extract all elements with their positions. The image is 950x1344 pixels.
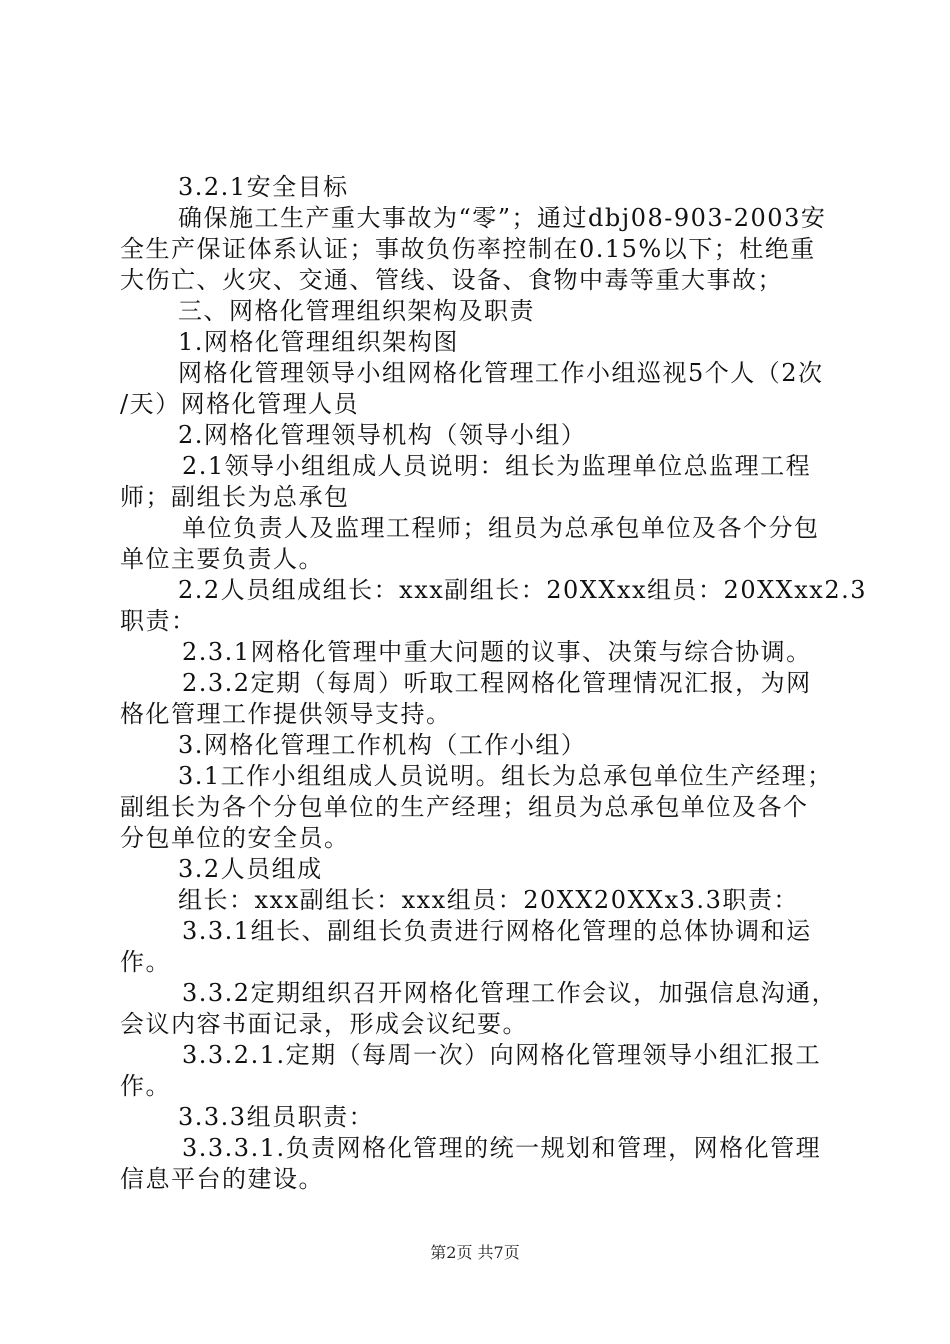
text-line: 3.2人员组成 <box>178 855 323 883</box>
text-line: 确保施工生产重大事故为“零”；通过dbj08-903-2003安 <box>178 204 827 232</box>
text-line: 格化管理工作提供领导支持。 <box>120 700 452 728</box>
text-line: 3.3.1组长、副组长负责进行网格化管理的总体协调和运 <box>182 917 812 945</box>
text-line: 大伤亡、火灾、交通、管线、设备、食物中毒等重大事故； <box>120 266 783 294</box>
text-line: 信息平台的建设。 <box>120 1165 324 1193</box>
text-line: 3.3.3组员职责： <box>178 1103 375 1131</box>
text-line: 3.3.2.1.定期（每周一次）向网格化管理领导小组汇报工 <box>182 1041 822 1069</box>
text-line: 职责： <box>120 607 197 635</box>
page-footer: 第2页 共7页 <box>430 1243 520 1262</box>
text-line: 单位主要负责人。 <box>120 545 324 573</box>
text-line: 2.3.1网格化管理中重大问题的议事、决策与综合协调。 <box>182 638 812 666</box>
text-line: /天）网格化管理人员 <box>120 390 360 418</box>
text-line: 网格化管理领导小组网格化管理工作小组巡视5个人（2次 <box>178 359 824 387</box>
text-line: 2.3.2定期（每周）听取工程网格化管理情况汇报，为网 <box>182 669 812 697</box>
text-line: 会议内容书面记录，形成会议纪要。 <box>120 1010 528 1038</box>
text-line: 2.2人员组成组长：xxx副组长：20XXxx组员：20XXxx2.3 <box>178 576 868 604</box>
text-line: 全生产保证体系认证；事故负伤率控制在0.15%以下；杜绝重 <box>120 235 816 263</box>
text-line: 作。 <box>120 948 171 976</box>
text-line: 三、网格化管理组织架构及职责 <box>178 297 535 325</box>
document-body <box>120 172 868 1195</box>
text-line: 2.网格化管理领导机构（领导小组） <box>178 421 587 449</box>
text-line: 单位负责人及监理工程师；组员为总承包单位及各个分包 <box>182 514 820 542</box>
text-line: 作。 <box>120 1072 171 1100</box>
text-line: 组长：xxx副组长：xxx组员：20XX20XXx3.3职责： <box>178 886 799 914</box>
text-line: 分包单位的安全员。 <box>120 824 350 852</box>
text-line: 副组长为各个分包单位的生产经理；组员为总承包单位及各个 <box>120 793 809 821</box>
text-line: 3.网格化管理工作机构（工作小组） <box>178 731 587 759</box>
text-line: 3.1工作小组组成人员说明。组长为总承包单位生产经理； <box>178 762 833 790</box>
text-line: 2.1领导小组组成人员说明：组长为监理单位总监理工程 <box>182 452 812 480</box>
text-line: 3.3.2定期组织召开网格化管理工作会议，加强信息沟通， <box>182 979 838 1007</box>
text-line: 师；副组长为总承包 <box>120 483 350 511</box>
text-line: 1.网格化管理组织架构图 <box>178 328 459 356</box>
text-line: 3.2.1安全目标 <box>178 173 349 201</box>
text-line: 3.3.3.1.负责网格化管理的统一规划和管理，网格化管理 <box>182 1134 822 1162</box>
